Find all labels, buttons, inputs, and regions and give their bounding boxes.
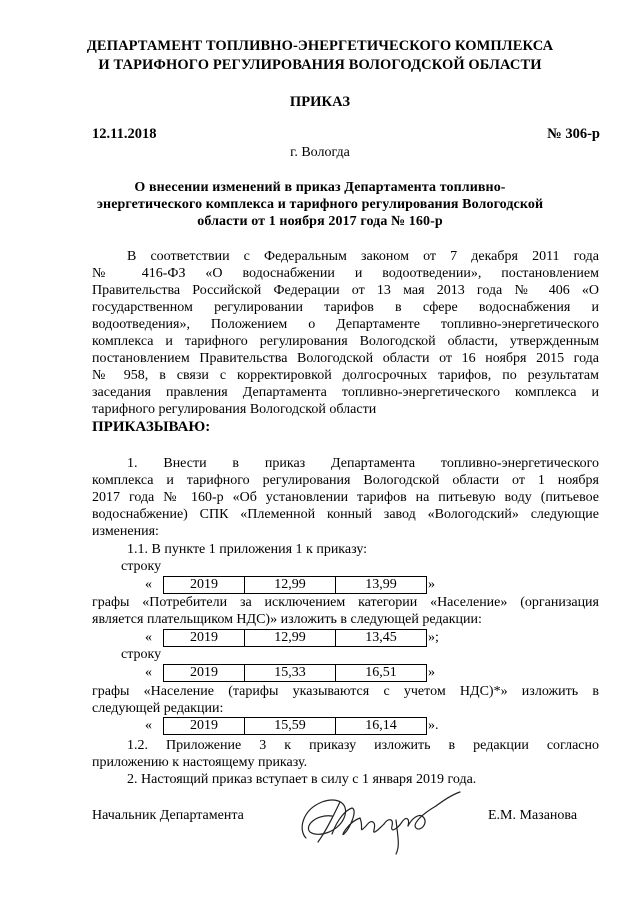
row-word: строку [121, 647, 162, 662]
item1-line: 1. Внести в приказ Департамента топливно-энергетического [127, 456, 599, 471]
preamble-line: № 958, в связи с корректировкой долгосрочных тарифов, по результатам [92, 368, 599, 383]
cell-value-1: 15,59 [245, 718, 336, 735]
subitem-1-2-line: приложению к настоящему приказу. [92, 755, 308, 770]
title-line-1: О внесении изменений в приказ Департамента топливно- [134, 180, 506, 195]
cell-year: 2019 [164, 630, 245, 647]
close-quote: » [428, 665, 435, 680]
cell-value-1: 15,33 [245, 665, 336, 682]
preamble-line: водоотведения», Положением о Департаменте топливно-энергетического [92, 317, 599, 332]
tariff-row-table [163, 717, 427, 735]
doc-number: № 306-р [547, 126, 600, 142]
close-quote: ». [428, 718, 439, 733]
table-row [164, 665, 427, 682]
open-quote: « [145, 665, 152, 680]
graph1-line: графы «Потребители за исключением категории «Население» (организация [92, 595, 599, 610]
cell-year: 2019 [164, 718, 245, 735]
preamble-line: заседания правления Департамента топливно-энергетического комплекса и [92, 385, 599, 400]
preamble-line: Правительства Российской Федерации от 13 мая 2013 года № 406 «О [92, 283, 599, 298]
item1-line: 2017 года № 160-р «Об установлении тарифов на питьевую воду (питьевое [92, 490, 599, 505]
item2: 2. Настоящий приказ вступает в силу с 1 января 2019 года. [127, 772, 477, 787]
tariff-row-table [163, 629, 427, 647]
graph1-line: является плательщиком НДС)» изложить в следующей редакции: [92, 612, 482, 627]
close-quote: » [428, 577, 435, 592]
cell-year: 2019 [164, 665, 245, 682]
tariff-row-table [163, 576, 427, 594]
org-name-line-1: ДЕПАРТАМЕНТ ТОПЛИВНО-ЭНЕРГЕТИЧЕСКОГО КОМПЛЕКСА [86, 38, 554, 54]
table-row [164, 577, 427, 594]
subitem-1-2-line: 1.2. Приложение 3 к приказу изложить в редакции согласно [127, 738, 599, 753]
open-quote: « [145, 718, 152, 733]
signature-name: Е.М. Мазанова [488, 808, 578, 823]
table-row [164, 718, 427, 735]
table-row [164, 630, 427, 647]
preamble-line: В соответствии с Федеральным законом от 7 декабря 2011 года [127, 249, 599, 264]
title-line-3: области от 1 ноября 2017 года № 160-р [197, 214, 443, 229]
graph2-line: графы «Население (тарифы указываются с учетом НДС)*» изложить в [92, 684, 599, 699]
handwritten-signature [288, 788, 468, 858]
preamble-line: тарифного регулирования Вологодской области [92, 402, 377, 417]
org-name-line-2: И ТАРИФНОГО РЕГУЛИРОВАНИЯ ВОЛОГОДСКОЙ ОБЛАСТИ [98, 57, 542, 73]
tariff-row-table [163, 664, 427, 682]
graph2-line: следующей редакции: [92, 701, 224, 716]
title-line-2: энергетического комплекса и тарифного регулирования Вологодской [96, 197, 544, 212]
open-quote: « [145, 630, 152, 645]
cell-value-2: 16,14 [336, 718, 427, 735]
preamble-line: № 416-ФЗ «О водоснабжении и водоотведении», постановлением [92, 266, 599, 281]
doc-date: 12.11.2018 [92, 126, 157, 142]
preamble-line: комплекса и тарифного регулирования Вологодской области, утвержденным [92, 334, 599, 349]
cell-value-1: 12,99 [245, 577, 336, 594]
cell-value-1: 12,99 [245, 630, 336, 647]
cell-value-2: 13,99 [336, 577, 427, 594]
order-word: ПРИКАЗЫВАЮ: [92, 419, 211, 435]
doc-type: ПРИКАЗ [289, 94, 351, 110]
row-word: строку [121, 559, 162, 574]
signature-position: Начальник Департамента [92, 808, 244, 823]
preamble-line: государственном регулировании тарифов в сфере водоснабжения и [92, 300, 599, 315]
cell-value-2: 16,51 [336, 665, 427, 682]
item1-line: водоснабжение) СПК «Племенной конный завод «Вологодский» следующие [92, 507, 599, 522]
subitem-1-1: 1.1. В пункте 1 приложения 1 к приказу: [127, 542, 368, 557]
doc-city: г. Вологда [290, 145, 350, 160]
item1-line: комплекса и тарифного регулирования Вологодской области от 1 ноября [92, 473, 599, 488]
item1-line: изменения: [92, 524, 159, 539]
preamble-line: постановлением Правительства Вологодской области от 16 ноября 2015 года [92, 351, 599, 366]
close-quote: »; [428, 630, 439, 645]
cell-year: 2019 [164, 577, 245, 594]
cell-value-2: 13,45 [336, 630, 427, 647]
open-quote: « [145, 577, 152, 592]
